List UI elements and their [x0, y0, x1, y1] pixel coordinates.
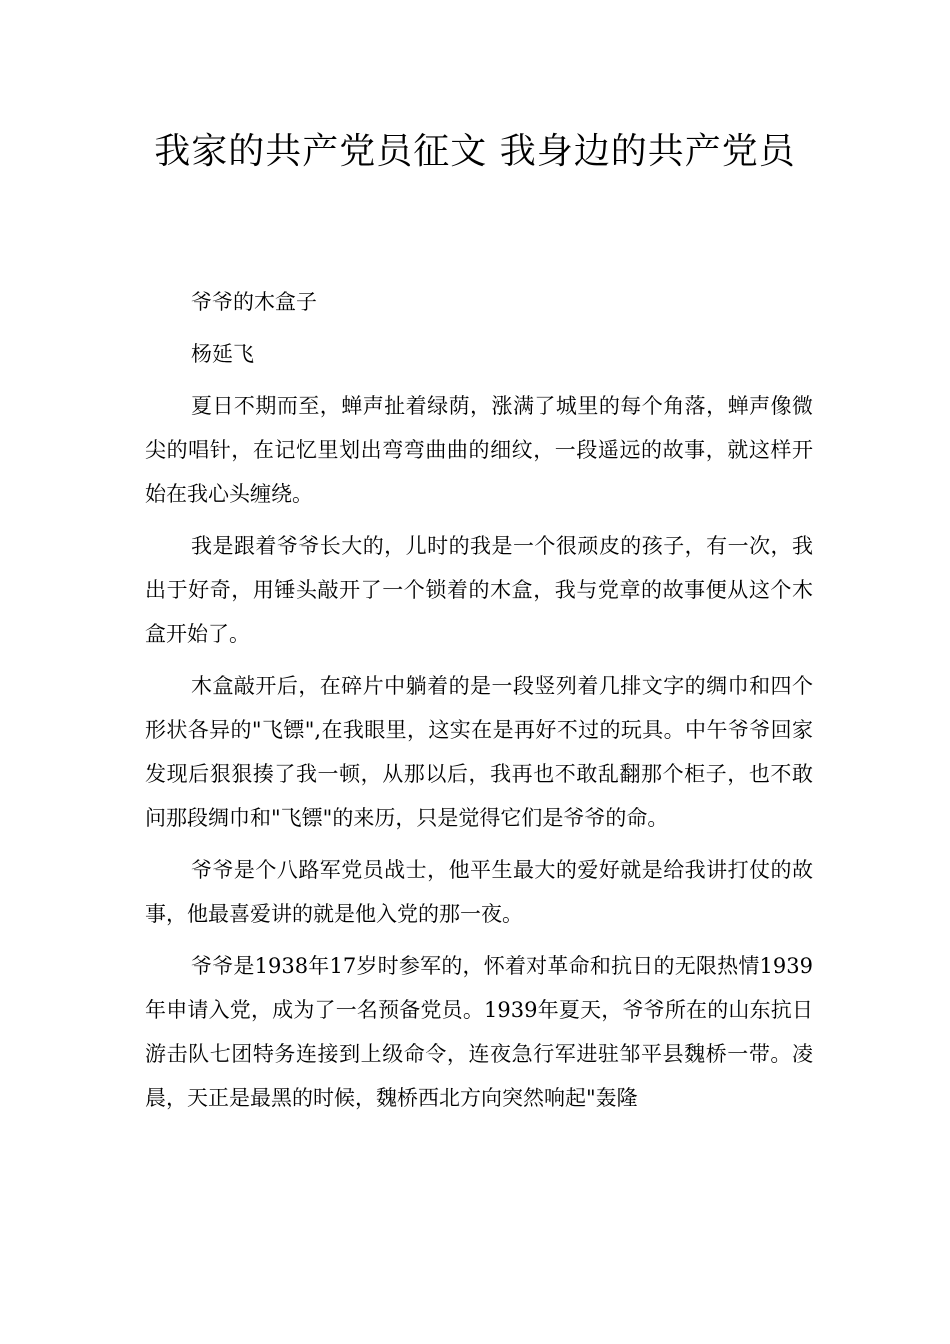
document-body	[145, 280, 813, 1128]
paragraph: 爷爷是个八路军党员战士，他平生最大的爱好就是给我讲打仗的故事，他最喜爱讲的就是他入党的那一夜。	[145, 858, 813, 926]
paragraph: 木盒敲开后，在碎片中躺着的是一段竖列着几排文字的绸巾和四个形状各异的"飞镖",在我眼里，这实在是再好不过的玩具。中午爷爷回家发现后狠狠揍了我一顿，从那以后，我再也不敢乱翻那个柜子，也不敢问那段绸巾和"飞镖"的来历，只是觉得它们是爷爷的命。	[145, 674, 813, 830]
document-title: 我家的共产党员征文 我身边的共产党员	[154, 131, 796, 172]
article-subtitle: 爷爷的木盒子	[191, 290, 317, 314]
paragraph: 爷爷是1938年17岁时参军的，怀着对革命和抗日的无限热情1939年申请入党，成为了一名预备党员。1939年夏天，爷爷所在的山东抗日游击队七团特务连接到上级命令，连夜急行军进驻邹平县魏桥一带。凌晨，天正是最黑的时候，魏桥西北方向突然响起"轰隆	[145, 954, 813, 1110]
paragraph: 我是跟着爷爷长大的，儿时的我是一个很顽皮的孩子，有一次，我出于好奇，用锤头敲开了一个锁着的木盒，我与党章的故事便从这个木盒开始了。	[145, 534, 813, 646]
author-name: 杨延飞	[191, 342, 254, 366]
paragraph: 夏日不期而至，蝉声扯着绿荫，涨满了城里的每个角落，蝉声像微尖的唱针，在记忆里划出弯弯曲曲的细纹，一段遥远的故事，就这样开始在我心头缠绕。	[145, 394, 813, 506]
